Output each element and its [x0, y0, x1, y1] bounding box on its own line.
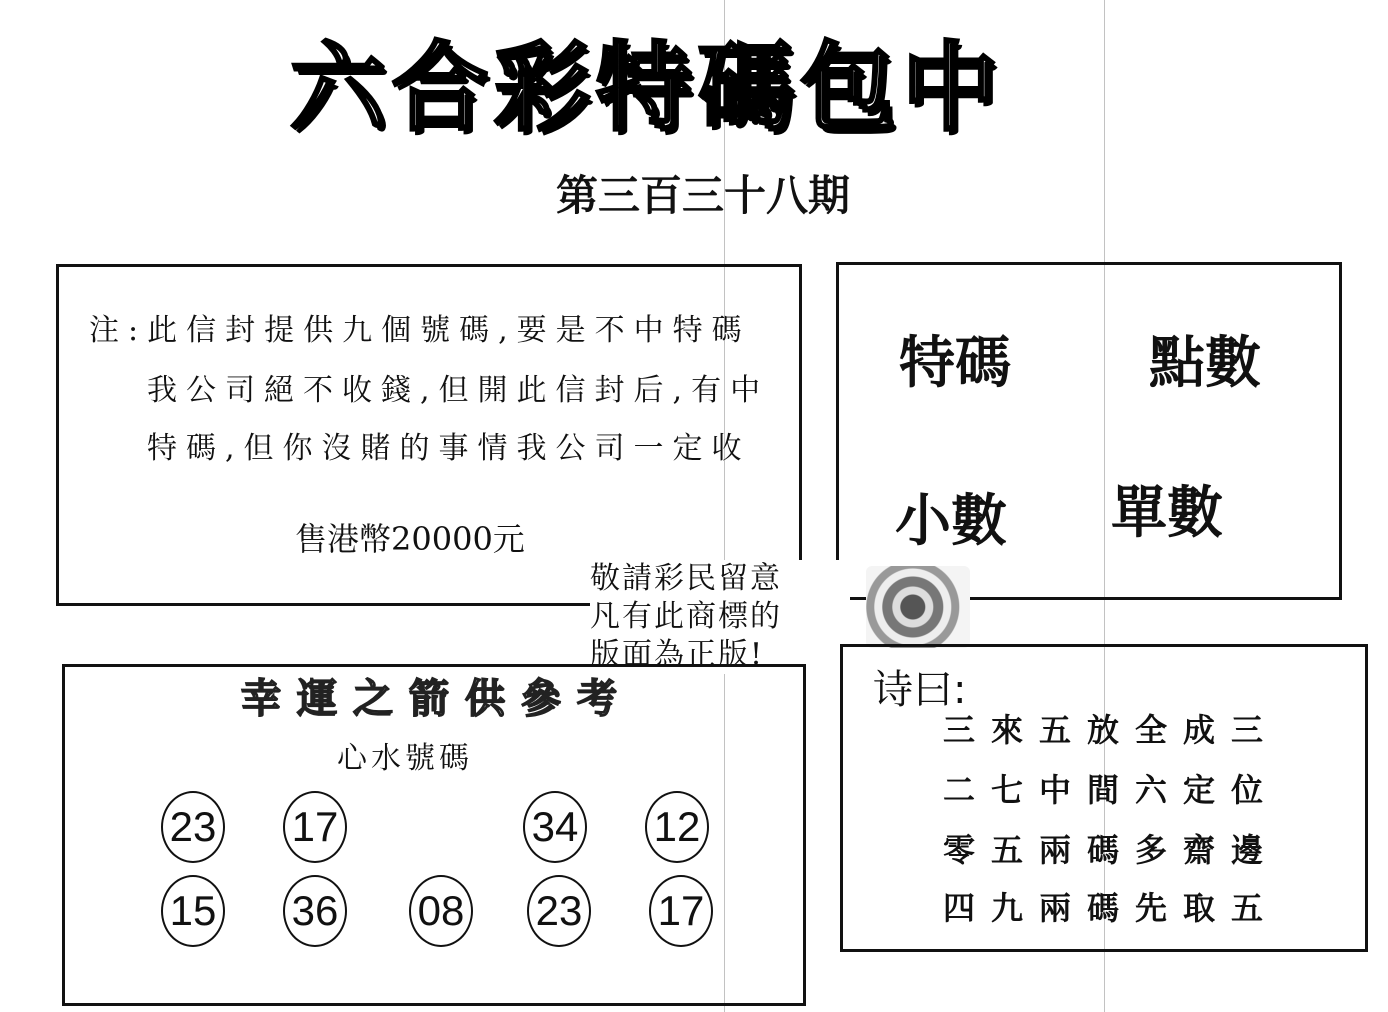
poem-line: 四九兩碼先取五 [943, 889, 1280, 927]
single-number-label: 單數 [1111, 481, 1223, 546]
lucky-numbers-box [62, 664, 806, 1006]
lucky-number: 36 [283, 875, 347, 947]
lucky-number: 23 [161, 791, 225, 863]
lucky-title: 幸運之箭供參考 [241, 675, 633, 722]
lucky-number: 12 [645, 791, 709, 863]
poem-line: 零五兩碼多齋邊 [943, 831, 1280, 869]
poem-heading: 诗曰: [873, 667, 967, 713]
points-label: 點數 [1149, 331, 1261, 396]
authenticity-notice [590, 560, 850, 674]
lucky-number: 23 [527, 875, 591, 947]
trademark-logo-icon [866, 566, 970, 648]
lucky-number: 17 [649, 875, 713, 947]
issue-number: 第三百三十八期 [556, 171, 851, 220]
lucky-number: 08 [409, 875, 473, 947]
page-title: 六合彩特碼包中 [290, 32, 1004, 144]
notice-line: 敬請彩民留意 [590, 561, 782, 596]
note-line: 我公司絕不收錢,但開此信封后,有中 [147, 373, 770, 408]
code-box [836, 262, 1342, 600]
note-box [56, 264, 802, 606]
lucky-number: 17 [283, 791, 347, 863]
poem-line: 三來五放全成三 [943, 711, 1280, 749]
price-text: 售港幣20000元 [295, 520, 525, 558]
small-number-label: 小數 [895, 489, 1007, 554]
notice-line: 凡有此商標的 [590, 599, 782, 634]
note-line: 特碼,但你沒賭的事情我公司一定收 [147, 431, 751, 466]
special-code-label: 特碼 [899, 331, 1011, 396]
note-line: 注:此信封提供九個號碼,要是不中特碼 [89, 313, 751, 348]
poem-box [840, 644, 1368, 952]
lucky-subtitle: 心水號碼 [337, 741, 473, 776]
lucky-number: 34 [523, 791, 587, 863]
poem-line: 二七中間六定位 [943, 771, 1280, 809]
lucky-number: 15 [161, 875, 225, 947]
notice-line: 版面為正版! [590, 637, 765, 672]
